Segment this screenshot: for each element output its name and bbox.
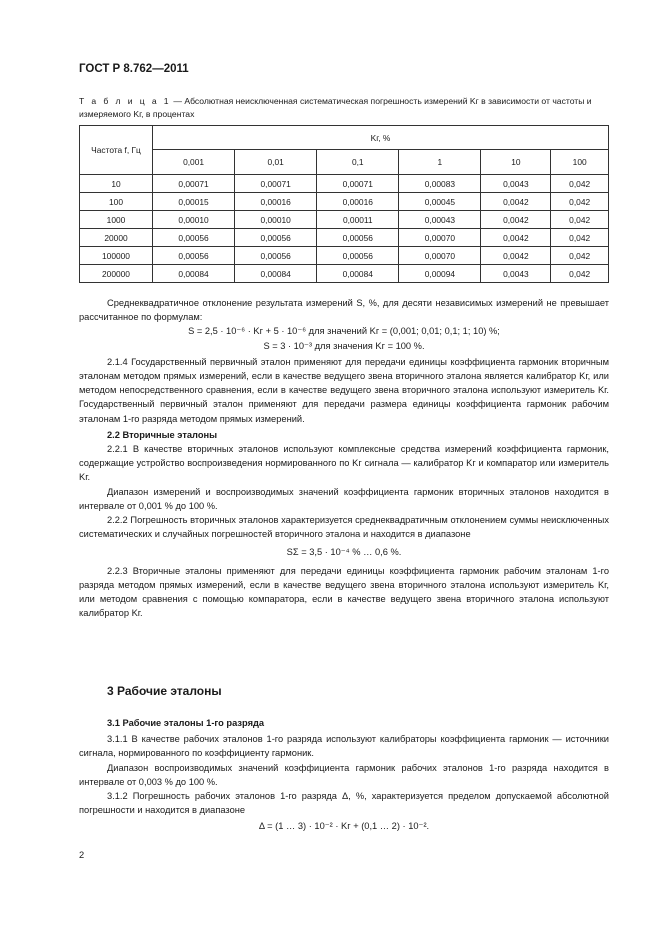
value-cell: 0,042: [551, 193, 609, 211]
kr-value-header: 0,001: [153, 150, 235, 175]
kr-value-header: 10: [481, 150, 551, 175]
value-cell: 0,0042: [481, 247, 551, 265]
table-row: [80, 265, 609, 283]
value-cell: 0,00016: [317, 193, 399, 211]
paragraph: 2.2.1 В качестве вторичных эталонов используют комплексные средства измерений коэффициента гармоник, содержащие устройство воспроизведения нормированного по Kг сигнала — калибратор Kг и компаратор или измеритель Kг.: [79, 444, 609, 483]
kr-value-header: 100: [551, 150, 609, 175]
table-row: [80, 229, 609, 247]
value-cell: 0,042: [551, 265, 609, 283]
formula: Δ = (1 … 3) · 10⁻² · Kг + (0,1 … 2) · 10⁻².: [258, 821, 430, 832]
value-cell: 0,00070: [399, 229, 481, 247]
freq-cell: 20000: [80, 229, 153, 247]
value-cell: 0,00010: [235, 211, 317, 229]
chapter-heading: 3 Рабочие эталоны: [107, 684, 222, 698]
paragraph: 2.2.2 Погрешность вторичных эталонов характеризуется среднеквадратичным отклонением суммы неисключенных систематических и случайных погрешностей вторичного эталона и находится в диапазоне: [79, 515, 609, 540]
value-cell: 0,00043: [399, 211, 481, 229]
formula: S = 2,5 · 10⁻⁶ · Kг + 5 · 10⁻⁶ для значений Kг = (0,001; 0,01; 0,1; 1; 10) %;: [188, 326, 500, 337]
freq-header: Частота f, Гц: [80, 126, 153, 175]
value-cell: 0,00071: [153, 175, 235, 193]
value-cell: 0,0042: [481, 211, 551, 229]
value-cell: 0,00010: [153, 211, 235, 229]
page-number: 2: [79, 850, 85, 860]
data-table: [79, 125, 609, 283]
value-cell: 0,00084: [317, 265, 399, 283]
freq-cell: 100: [80, 193, 153, 211]
section-heading: 2.2 Вторичные эталоны: [107, 429, 218, 440]
value-cell: 0,042: [551, 175, 609, 193]
value-cell: 0,042: [551, 211, 609, 229]
table-row: [80, 211, 609, 229]
section-heading: 3.1 Рабочие эталоны 1-го разряда: [107, 718, 265, 728]
value-cell: 0,0043: [481, 175, 551, 193]
value-cell: 0,00011: [317, 211, 399, 229]
paragraph: 3.1.1 В качестве рабочих эталонов 1-го разряда используют калибраторы коэффициента гармоник — источники сигнала, нормированного по коэффициенту гармоник.: [79, 734, 609, 759]
value-cell: 0,00084: [235, 265, 317, 283]
table-row: [80, 193, 609, 211]
paragraph: Диапазон воспроизводимых значений коэффициента гармоник рабочих эталонов 1-го разряда находится в интервале от 0,003 % до 100 %.: [79, 762, 609, 787]
value-cell: 0,0043: [481, 265, 551, 283]
kr-value-header: 0,1: [317, 150, 399, 175]
value-cell: 0,00056: [317, 229, 399, 247]
body-text-1: [79, 296, 609, 620]
value-cell: 0,00045: [399, 193, 481, 211]
value-cell: 0,00056: [235, 229, 317, 247]
paragraph: 2.1.4 Государственный первичный эталон применяют для передачи единицы коэффициента гармоник вторичным эталонам методом прямых измерений, если в качестве ведущего звена вторичного эталона является калибратор Kг, или методом непосредственного сравнения, если в качестве ведущего звена вторичного эталона используют измеритель Kг. Государственный первичный эталон применяют для передачи размера единицы коэффициента гармоник рабочим эталонам 1-го разряда методом прямых измерений.: [79, 356, 609, 424]
table-caption: [79, 95, 609, 121]
kr-value-header: 1: [399, 150, 481, 175]
value-cell: 0,042: [551, 229, 609, 247]
value-cell: 0,0042: [481, 229, 551, 247]
paragraph: Среднеквадратичное отклонение результата измерений S, %, для десяти независимых измерений не превышает рассчитанное по формулам:: [79, 298, 609, 323]
value-cell: 0,00056: [317, 247, 399, 265]
table-caption-label: Т а б л и ц а 1: [79, 96, 171, 106]
table-caption-text: — Абсолютная неисключенная систематическая погрешность измерений Kг в зависимости от частоты и измеряемого Kг, в процентах: [79, 96, 592, 119]
table-row: [80, 175, 609, 193]
value-cell: 0,00083: [399, 175, 481, 193]
value-cell: 0,00016: [235, 193, 317, 211]
value-cell: 0,00070: [399, 247, 481, 265]
value-cell: 0,00084: [153, 265, 235, 283]
value-cell: 0,00056: [153, 247, 235, 265]
freq-cell: 100000: [80, 247, 153, 265]
kr-value-header: 0,01: [235, 150, 317, 175]
value-cell: 0,00056: [235, 247, 317, 265]
value-cell: 0,00056: [153, 229, 235, 247]
freq-cell: 200000: [80, 265, 153, 283]
paragraph: 3.1.2 Погрешность рабочих эталонов 1-го разряда Δ, %, характеризуется пределом допускаемой абсолютной погрешности и находится в диапазоне: [79, 791, 609, 816]
freq-cell: 10: [80, 175, 153, 193]
paragraph: 2.2.3 Вторичные эталоны применяют для передачи единицы коэффициента гармоник рабочим эталонам 1-го разряда методом прямых измерений, если в качестве ведущего звена вторичного эталона используют измеритель Kг, или методом сравнения с помощью компаратора, если в качестве ведущего звена вторичного эталона используют калибратор Kг.: [79, 565, 609, 619]
value-cell: 0,0042: [481, 193, 551, 211]
paragraph: Диапазон измерений и воспроизводимых значений коэффициента гармоник вторичных эталонов находится в интервале от 0,001 % до 100 %.: [79, 486, 609, 511]
document-header: ГОСТ Р 8.762—2011: [79, 63, 189, 75]
table-row: [80, 247, 609, 265]
value-cell: 0,00015: [153, 193, 235, 211]
formula: SΣ = 3,5 · 10⁻⁴ % … 0,6 %.: [286, 547, 402, 558]
value-cell: 0,00094: [399, 265, 481, 283]
formula: S = 3 · 10⁻³ для значения Kг = 100 %.: [263, 340, 425, 351]
kr-header: Kг, %: [153, 126, 609, 150]
freq-cell: 1000: [80, 211, 153, 229]
body-text-2: [79, 716, 609, 834]
value-cell: 0,00071: [235, 175, 317, 193]
value-cell: 0,042: [551, 247, 609, 265]
value-cell: 0,00071: [317, 175, 399, 193]
